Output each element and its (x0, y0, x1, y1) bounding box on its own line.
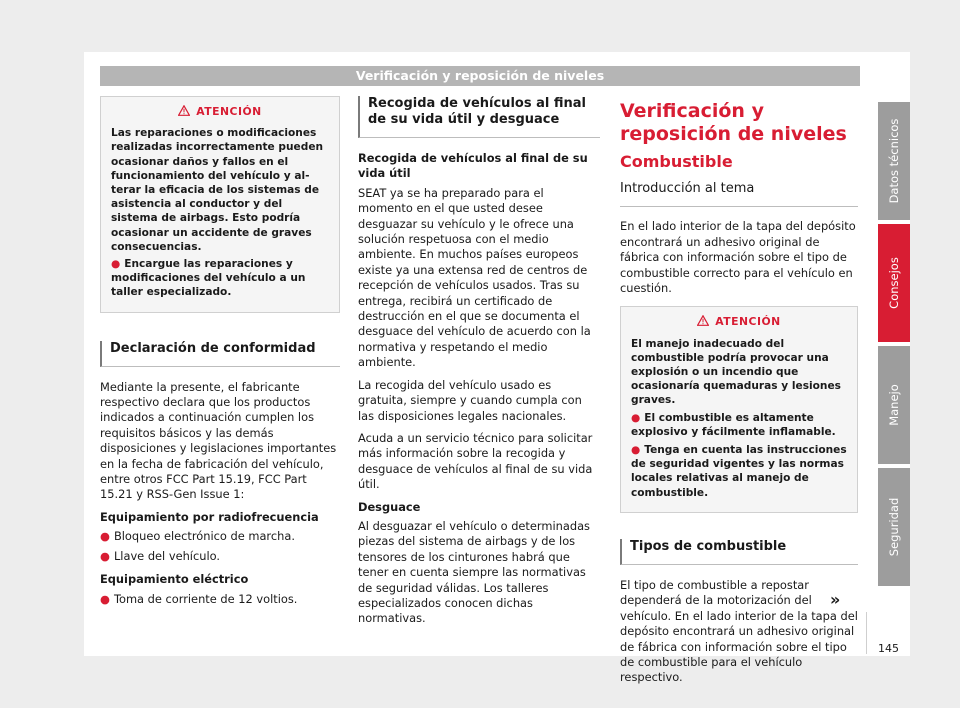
chapter-subtitle: Combustible (620, 152, 733, 171)
bullet-dot-icon: ● (100, 548, 110, 563)
continue-arrow-icon: » (830, 590, 841, 609)
section-title-recogida: Recogida de vehículos al final de su vida útil y desguace (358, 96, 600, 138)
page-number: 145 (878, 642, 899, 655)
bullet-dot-icon: ● (631, 444, 641, 457)
electrical-equipment-heading: Equipamiento eléctrico (100, 572, 249, 587)
tab-seguridad[interactable] (878, 468, 910, 586)
fuel-types-paragraph: El tipo de combustible a repostar dependerá de la motorización del vehículo. En el lado interior de la tapa del depósito encontrará un adhesivo original de fábrica con información sobre el tipo de combustible para el vehículo respectivo. (620, 577, 858, 685)
warning-triangle-icon (697, 315, 709, 330)
chapter-title: Verificación y reposición de niveles (620, 100, 847, 145)
warning-box-1 (100, 96, 340, 313)
tab-consejos[interactable] (878, 224, 910, 342)
collection-paragraph-1: SEAT ya se ha preparado para el momento en el que usted desee desguazar su vehículo y le ofrece una solución respetuosa con el medio ambiente. En muchos países europeos existe ya una extensa red de centros de recepción de vehículos usados. Tras su entrega, recibirá un certificado de destrucción en el que se documenta el desguace del vehículo de acuerdo con la normativa y respetando el medio ambiente. (358, 185, 591, 370)
intro-paragraph: En el lado interior de la tapa del depósito encontrará un adhesivo original de fábrica con información sobre el tipo de combustible correcto para el vehículo en cuestión. (620, 219, 856, 296)
warning-label: ATENCIÓN (196, 105, 262, 118)
section-title-tipos: Tipos de combustible (620, 539, 858, 565)
warning-text: El manejo inadecuado del combustible podría provocar una explosión o un incendio que ocasionaría quemaduras y lesiones graves. (631, 337, 841, 407)
tab-label: Consejos (887, 257, 901, 309)
warning-text: Las reparaciones o modificaciones realizadas incorrectamente pueden ocasionar daños y fallos en el funcionamiento del vehículo y alterar la eficacia de los sistemas de asistencia al conductor y del sistema de airbags. Esto podría ocasionar un accidente de graves consecuencias. (111, 127, 324, 253)
list-item (100, 549, 340, 564)
list-item (100, 592, 340, 607)
collection-paragraph-2: La recogida del vehículo usado es gratuita, siempre y cuando cumpla con las disposiciones legales nacionales. (358, 377, 582, 423)
section-title-conformidad: Declaración de conformidad (100, 341, 340, 367)
warning-bullet-text: Tenga en cuenta las instrucciones de seguridad vigentes y las normas locales relativas al manejo de combustible. (631, 444, 847, 499)
list-item-text: Toma de corriente de 12 voltios. (113, 591, 298, 606)
tab-datos-tecnicos[interactable] (878, 102, 910, 220)
collection-paragraph-3: Acuda a un servicio técnico para solicitar más información sobre la recogida y desguace de vehículos al final de su vida útil. (358, 430, 593, 492)
section-title-intro: Introducción al tema (620, 181, 858, 207)
tab-manejo[interactable] (878, 346, 910, 464)
column-2 (358, 96, 600, 634)
warning-bullet-item (111, 257, 329, 300)
conformity-paragraph: Mediante la presente, el fabricante respectivo declara que los productos indicados a continuación cumplen los requisitos básicos y las demás disposiciones y legislaciones importantes en la fecha de fabricación del vehículo, entre otros FCC Part 15.19, FCC Part 15.21 y RSS-Gen Issue 1: (100, 379, 337, 502)
warning-bullet-item (631, 443, 847, 500)
radio-equipment-heading: Equipamiento por radiofrecuencia (100, 509, 319, 524)
tab-label: Seguridad (887, 497, 901, 557)
warning-triangle-icon (178, 105, 190, 120)
collection-heading: Recogida de vehículos al final de su vida útil (358, 151, 588, 181)
scrapping-heading: Desguace (358, 499, 421, 514)
list-item-text: Llave del vehículo. (113, 548, 221, 563)
column-3 (620, 100, 858, 693)
warning-header (631, 315, 847, 330)
warning-bullet-text: Encargue las reparaciones y modificaciones del vehículo a un taller especializado. (111, 258, 306, 299)
bullet-dot-icon: ● (631, 411, 641, 424)
bullet-dot-icon: ● (100, 529, 110, 544)
page-header: Verificación y reposición de niveles (100, 66, 860, 86)
list-item (100, 529, 340, 544)
list-item-text: Bloqueo electrónico de marcha. (113, 529, 295, 544)
page-number-divider (866, 612, 867, 654)
warning-label: ATENCIÓN (715, 315, 781, 329)
side-tabs (878, 102, 910, 590)
warning-bullet-item (631, 411, 847, 439)
tab-label: Datos técnicos (887, 118, 901, 204)
warning-bullet-text: El combustible es altamente explosivo y fácilmente inflamable. (631, 411, 836, 438)
bullet-dot-icon: ● (100, 591, 110, 606)
column-1 (100, 96, 340, 611)
tab-label: Manejo (887, 384, 901, 426)
warning-header (111, 105, 329, 120)
bullet-dot-icon: ● (111, 258, 121, 271)
scrapping-paragraph: Al desguazar el vehículo o determinadas piezas del sistema de airbags y de los tensores de los cinturones habrá que tener en cuenta siempre las normativas de seguridad válidas. Los talleres especializados conocen dichas normativas. (358, 518, 590, 626)
warning-box-2 (620, 306, 858, 512)
